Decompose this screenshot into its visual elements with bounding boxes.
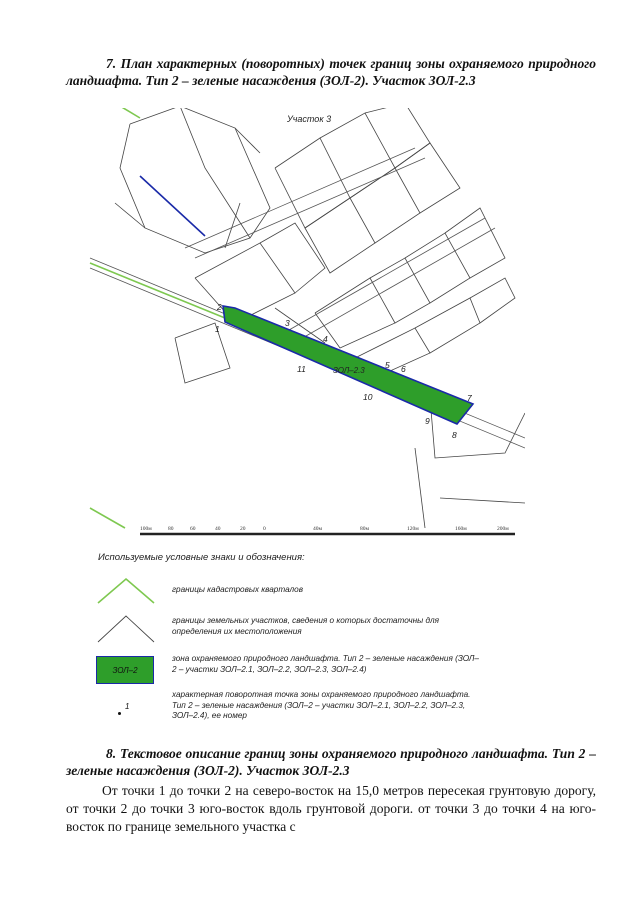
parcel-line-icon [96,612,156,644]
scale-label: 100м [140,526,152,532]
legend-item-cadastral [96,575,516,610]
point-label: 6 [401,364,406,374]
scale-label: 120м [407,526,419,532]
scale-label: 40м [313,526,322,532]
point-label: 4 [323,334,328,344]
point-label: 10 [363,392,373,402]
scale-label: 160м [455,526,467,532]
point-label: 9 [425,416,430,426]
point-label: 1 [215,324,220,334]
point-dot-icon [118,712,121,715]
scale-label: 40 [215,526,221,532]
cadastral-quarter-boundaries [90,108,225,528]
legend-text: зона охраняемого природного ландшафта. Тип 2 – зеленые насаждения (ЗОЛ–2 – участки ЗОЛ–2.1, ЗОЛ–2.2, ЗОЛ–2.3, ЗОЛ–2.4) [172,654,479,674]
zone-plan-map [85,108,525,548]
section-7-heading: 7. План характерных (поворотных) точек границ зоны охраняемого природного ландшафта. Тип 2 – зеленые насаждения (ЗОЛ-2). Участок ЗОЛ-2.3 [66,56,596,88]
scale-label: 80м [360,526,369,532]
parcel-boundaries [115,108,525,528]
point-label: 11 [297,364,306,374]
boundary-description: От точки 1 до точки 2 на северо-восток на 15,0 метров пересекая грунтовую дорогу, от точки 2 до точки 3 юго-восток вдоль грунтовой дороги. от точки 3 до точки 4 на юго-восток по границе земельного участка с [66,783,596,834]
scale-label: 200м [497,526,509,532]
scale-label: 60 [190,526,196,532]
legend-text: границы кадастровых кварталов [172,585,303,594]
zone-swatch-label: ЗОЛ–2 [112,665,138,675]
scale-label: 0 [263,526,266,532]
section-8-heading: 8. Текстовое описание границ зоны охраняемого природного ландшафта. Тип 2 – зеленые насаждения (ЗОЛ-2). Участок ЗОЛ-2.3 [66,746,596,778]
legend-item-point [96,690,516,724]
point-label: 3 [285,318,290,328]
point-label: 7 [467,393,472,403]
legend-text: характерная поворотная точка зоны охраняемого природного ландшафта. Тип 2 – зеленые насаждения (ЗОЛ–2 – участки ЗОЛ–2.1, ЗОЛ–2.2, ЗОЛ–2.3, ЗОЛ–2.4), ее номер [172,690,471,720]
legend-item-zone [96,652,516,692]
zone-label: ЗОЛ–2.3 [333,366,365,375]
point-label: 8 [452,430,457,440]
legend-item-parcel [96,612,516,650]
legend-text: границы земельных участков, сведения о которых достаточны для определения их местоположения [172,616,439,636]
map-title: Участок 3 [287,114,332,124]
scale-label: 80 [168,526,174,532]
legend-title: Используемые условные знаки и обозначения: [98,552,305,563]
cadastral-line-icon [96,575,156,605]
scale-label: 20 [240,526,246,532]
point-label: 5 [385,360,390,370]
zone-swatch [96,656,154,684]
point-marker [118,702,129,720]
point-number: 1 [125,702,130,711]
scale-bar [140,526,515,534]
zone-zol-2-3 [223,306,473,424]
point-label: 2 [217,302,222,312]
blue-parcel-line [140,176,205,236]
